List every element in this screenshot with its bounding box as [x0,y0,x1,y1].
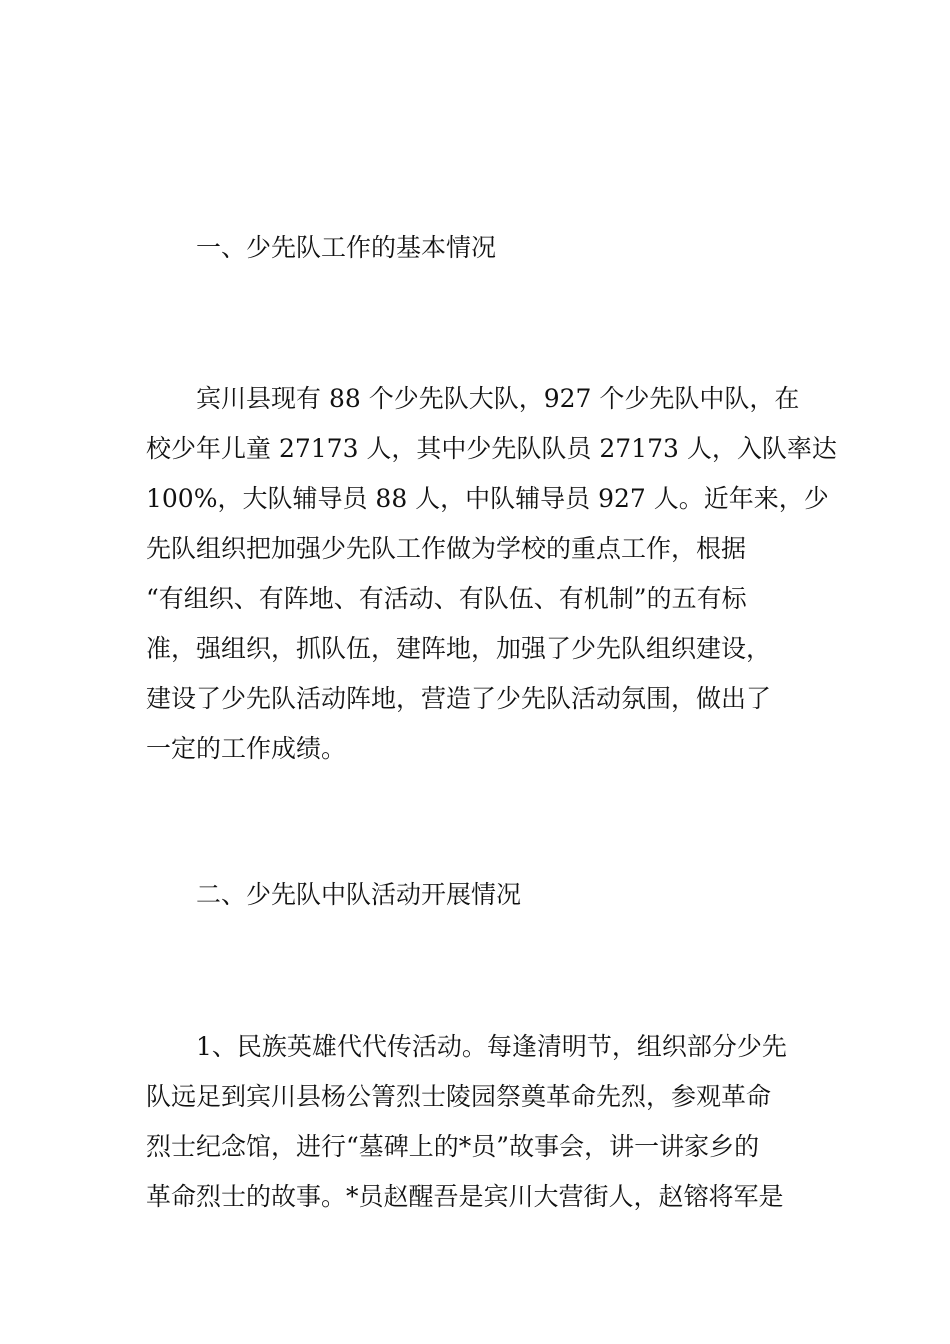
paragraph-line: 队远足到宾川县杨公箐烈士陵园祭奠革命先烈，参观革命 [146,1082,772,1111]
paragraph-line: 烈士纪念馆，进行“墓碑上的*员”故事会，讲一讲家乡的 [146,1132,760,1161]
paragraph-line: 准，强组织，抓队伍，建阵地，加强了少先队组织建设， [146,634,772,663]
paragraph-line: 100%，大队辅导员 88 人，中队辅导员 927 人。近年来，少 [146,484,829,513]
paragraph-line: 宾川县现有 88 个少先队大队，927 个少先队中队，在 [196,384,800,413]
section-2-paragraph [146,1022,810,1222]
paragraph-line: “有组织、有阵地、有活动、有队伍、有机制”的五有标 [146,584,747,613]
paragraph-line: 1、民族英雄代代传活动。每逢清明节，组织部分少先 [196,1032,787,1061]
paragraph-line: 一定的工作成绩。 [146,734,347,763]
section-2-heading: 二、少先队中队活动开展情况 [196,880,522,909]
paragraph-line: 校少年儿童 27173 人，其中少先队队员 27173 人，入队率达 [146,434,837,463]
section-1-paragraph [146,374,837,774]
section-1-heading: 一、少先队工作的基本情况 [196,233,497,262]
paragraph-line: 建设了少先队活动阵地，营造了少先队活动氛围，做出了 [146,684,772,713]
paragraph-line: 先队组织把加强少先队工作做为学校的重点工作，根据 [146,534,747,563]
paragraph-line: 革命烈士的故事。*员赵醒吾是宾川大营街人，赵镕将军是 [146,1182,784,1211]
